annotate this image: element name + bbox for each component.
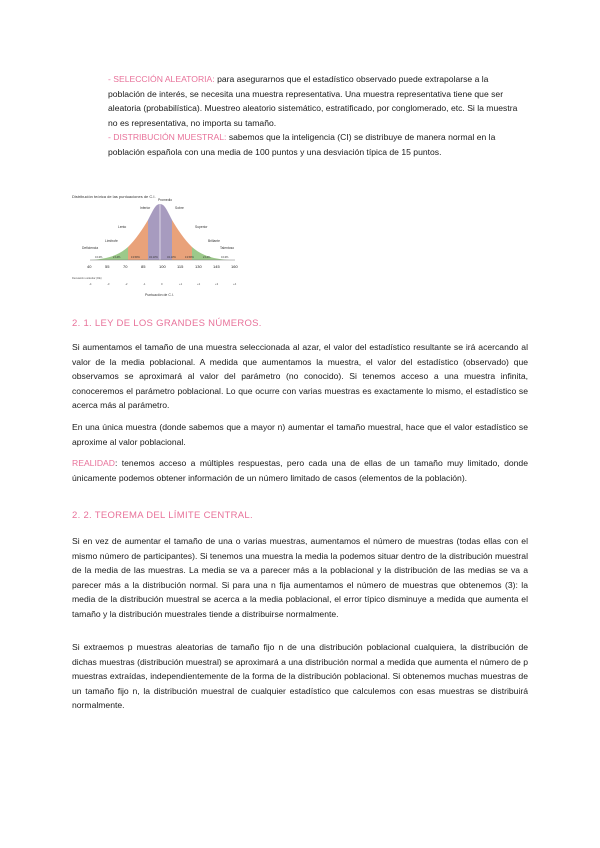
percent-label: 2.14%: [113, 256, 121, 259]
sd-row: [89, 282, 237, 286]
paragraph-ley-2: En una única muestra (donde sabemos que a mayor n) aumentar el tamaño muestral, hace que el valor estadístico se aproxime al valor poblacional.: [72, 422, 528, 447]
score-tick-label: 55: [105, 264, 110, 269]
score-tick-label: 100: [159, 264, 166, 269]
percent-label: 0.13%: [95, 256, 103, 259]
x-axis-label: Puntuación de C.I.: [145, 293, 174, 297]
section-title-ley: 2. 1. LEY DE LOS GRANDES NÚMEROS.: [72, 318, 262, 329]
realidad-text: : tenemos acceso a múltiples respuestas, pero cada una de ellas de un tamaño muy limitado, donde únicamente podemos obtener información de un número limitado de casos (elementos de la población).: [72, 458, 528, 483]
sd-tick-label: -4: [89, 282, 92, 286]
paragraph-realidad: [72, 456, 528, 485]
score-tick-label: 130: [195, 264, 202, 269]
score-tick-label: 85: [141, 264, 146, 269]
sd-row-label: Desviación estándar (DE): [72, 277, 102, 280]
curve-right-orange: [172, 220, 192, 260]
iq-curve-svg: [70, 192, 270, 302]
sd-tick-label: -1: [143, 282, 146, 286]
score-tick-label: 115: [177, 264, 184, 269]
sd-tick-label: -2: [125, 282, 128, 286]
paragraph-tlc-1: Si en vez de aumentar el tamaño de una o varias muestras, aumentamos el número de muestras (todas ellas con el mismo número de participantes). Si tenemos una muestra la media la podemos situar dentro de la distribución muestral de la media de las muestras. La media se va a parecer más a la poblacional y la distribución de las medias se va a parecer más a la distribución normal. Si para una n fija aumentamos el número de muestras que obtenemos (3): la media de la distribución muestral se acerca a la media poblacional, el error típico disminuye a medida que aumenta el tamaño y la distribución muestrales tiende a distribuirse normalmente.: [72, 536, 528, 619]
score-tick-label: 70: [123, 264, 128, 269]
percent-label: 13.59%: [185, 256, 194, 259]
label-talentoso: Talentoso: [220, 246, 235, 250]
label-promedio: Promedio: [158, 198, 173, 202]
score-tick-label: 145: [213, 264, 220, 269]
label-lento: Lento: [118, 225, 127, 229]
figure-title: Distribución teórica de las puntuaciones de C.I.: [72, 194, 156, 199]
label-brillante: Brillante: [208, 239, 220, 243]
percent-label: 13.59%: [131, 256, 140, 259]
label-deficiencia: Deficiencia: [82, 246, 99, 250]
percent-label: 2.14%: [203, 256, 211, 259]
sd-tick-label: +1: [179, 282, 183, 286]
paragraph-ley-1: Si aumentamos el tamaño de una muestra seleccionada al azar, el valor del estadístico resultante se irá acercando al valor de la media poblacional. A medida que aumentamos la muestra, el valor del estadístico (observado) que observamos se aproximará al valor del parámetro (no conocido). Si tenemos acceso a una muestra infinita, conoceremos el parámetro poblacional. Lo que ocurre con varias muestras es exactamente lo mismo, el estadístico se acerca más al parámetro.: [72, 342, 528, 411]
bullet-distribucion: [108, 130, 520, 159]
label-limitrofe: Limítrofe: [105, 239, 118, 243]
sd-tick-label: -3: [107, 282, 110, 286]
score-row: [87, 264, 238, 269]
percent-label: 34.13%: [149, 256, 158, 259]
bullet-label: - DISTRIBUCIÓN MUESTRAL:: [108, 132, 227, 143]
paragraph-tlc-2: Si extraemos p muestras aleatorias de tamaño fijo n de una distribución poblacional cualquiera, la distribución de dichas muestras (distribución muestral) se aproximará a una distribución normal a medida que aumenta el número de p muestras extraídas, independientemente de la forma de la distribución poblacional. Si obtenemos muchas muestras de un tamaño fijo n, la distribución muestral de cualquier estadístico que calculemos con esas muestras se distribuirá normalmente.: [72, 642, 528, 711]
section-title-tlc: 2. 2. TEOREMA DEL LÍMITE CENTRAL.: [72, 510, 253, 521]
bullet-list: [108, 72, 520, 160]
label-inferior: Inferior: [140, 206, 151, 210]
sd-tick-label: +3: [215, 282, 219, 286]
curve-left-orange: [128, 220, 148, 260]
score-tick-label: 40: [87, 264, 92, 269]
bullet-label: - SELECCIÓN ALEATORIA:: [108, 74, 215, 84]
bullet-text: sabemos que la inteligencia (CI) se distribuye de manera normal en la población española con una media de 100 puntos y una desviación típica de 15 puntos.: [108, 132, 496, 157]
label-superior2: Superior: [195, 225, 208, 229]
score-tick-label: 160: [231, 264, 238, 269]
percent-label: 0.13%: [221, 256, 229, 259]
percent-label: 34.13%: [167, 256, 176, 259]
realidad-label: REALIDAD: [72, 458, 115, 468]
iq-distribution-figure: [70, 192, 270, 302]
sd-tick-label: +2: [197, 282, 201, 286]
sd-tick-label: +4: [233, 282, 237, 286]
label-superior: Sobre: [175, 206, 184, 210]
sd-tick-label: 0: [161, 282, 163, 286]
bullet-text: para asegurarnos que el estadístico observado puede extrapolarse a la población de interés, se necesita una muestra representativa. Una muestra representativa tiene que ser aleatoria (probabilística). Muestreo aleatorio sistemático, estratificado, por conglomerado, etc. Si la muestra no es representativa, no importa su tamaño.: [108, 74, 518, 128]
bullet-seleccion: [108, 72, 520, 130]
